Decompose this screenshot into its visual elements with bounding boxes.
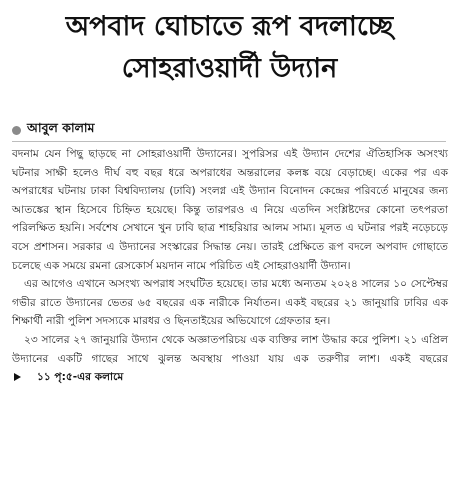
author-name: আবুল কালাম xyxy=(27,120,95,135)
arrow-right-icon xyxy=(14,373,21,381)
paragraph-1: বদনাম যেন পিছু ছাড়ছে না সোহরাওয়ার্দী উদ্যানের। সুপরিসর এই উদ্যান দেশের ঐতিহাসিক অসংখ্য ঘটনার সাক্ষী হলেও দীর্ঘ বহু বছর ধরে অপরাধের অন্তরালের কলঙ্ক বয়ে বেড়াচ্ছে। একের পর এক অপরাধের ঘটনায় ঢাকা বিশ্ববিদ্যালয় (ঢাবি) সংলগ্ন এই উদ্যান বিনোদন কেন্দ্রের পরিবর্তে মানুষের জন্য আতঙ্কের স্থান হিসেবে চিহ্নিত হয়েছে। কিন্তু তারপরও এ নিয়ে এতদিন সংশ্লিষ্টদের কোনো তৎপরতা পরিলক্ষিত হয়নি। সর্বশেষ সেখানে খুন ঢাবি ছাত্র শাহরিয়ার আলম সাম্য। মূলত এ ঘটনার পরই নড়েচড়ে বসে প্রশাসন। সরকার এ উদ্যানের সংস্কারের সিদ্ধান্ত নেয়। তারই প্রেক্ষিতে রূপ বদলে অপবাদ গোছাতে চলেছে এক সময়ে রমনা রেসকোর্স ময়দান নামে পরিচিত এই সোহরাওয়ার্দী উদ্যান। xyxy=(12,148,448,272)
bullet-icon xyxy=(12,126,21,135)
headline-line-2: সোহরাওয়ার্দী উদ্যান xyxy=(121,53,338,84)
headline-line-1: অপবাদ ঘোচাতে রূপ বদলাচ্ছে xyxy=(65,11,394,42)
divider xyxy=(12,141,446,142)
continuation-jump[interactable] xyxy=(12,368,123,387)
byline xyxy=(12,121,94,139)
continuation-label: ১১ পৃ:৫-এর কলামে xyxy=(37,371,124,384)
headline xyxy=(0,6,459,90)
paragraph-2: এর আগেও এখানে অসংখ্য অপরাধ সংঘটিত হয়েছে। তার মধ্যে অন্যতম ২০২৪ সালের ১০ সেপ্টেম্বর গভীর রাতে উদ্যানের ভেতর ৬৫ বছরের এক নারীকে নির্যাতন। একই বছরের ২১ জানুয়ারি ঢাবির এক শিক্ষার্থী নারী পুলিশ সদস্যকে মারধর ও ছিনতাইয়ের অভিযোগে গ্রেফতার হন। xyxy=(12,278,448,328)
paragraph-3 xyxy=(12,331,448,388)
paragraph-3-text: ২৩ সালের ২৭ জানুয়ারি উদ্যান থেকে অজ্ঞাতপরিচয় এক ব্যক্তির লাশ উদ্ধার করে পুলিশ। ২১ এপ্রিল উদ্যানের একটি গাছের সাথে ঝুলন্ত অবস্থায় পাওয়া যায় এক তরুণীর লাশ। একই বছরের xyxy=(12,333,448,365)
article-body xyxy=(12,145,448,388)
